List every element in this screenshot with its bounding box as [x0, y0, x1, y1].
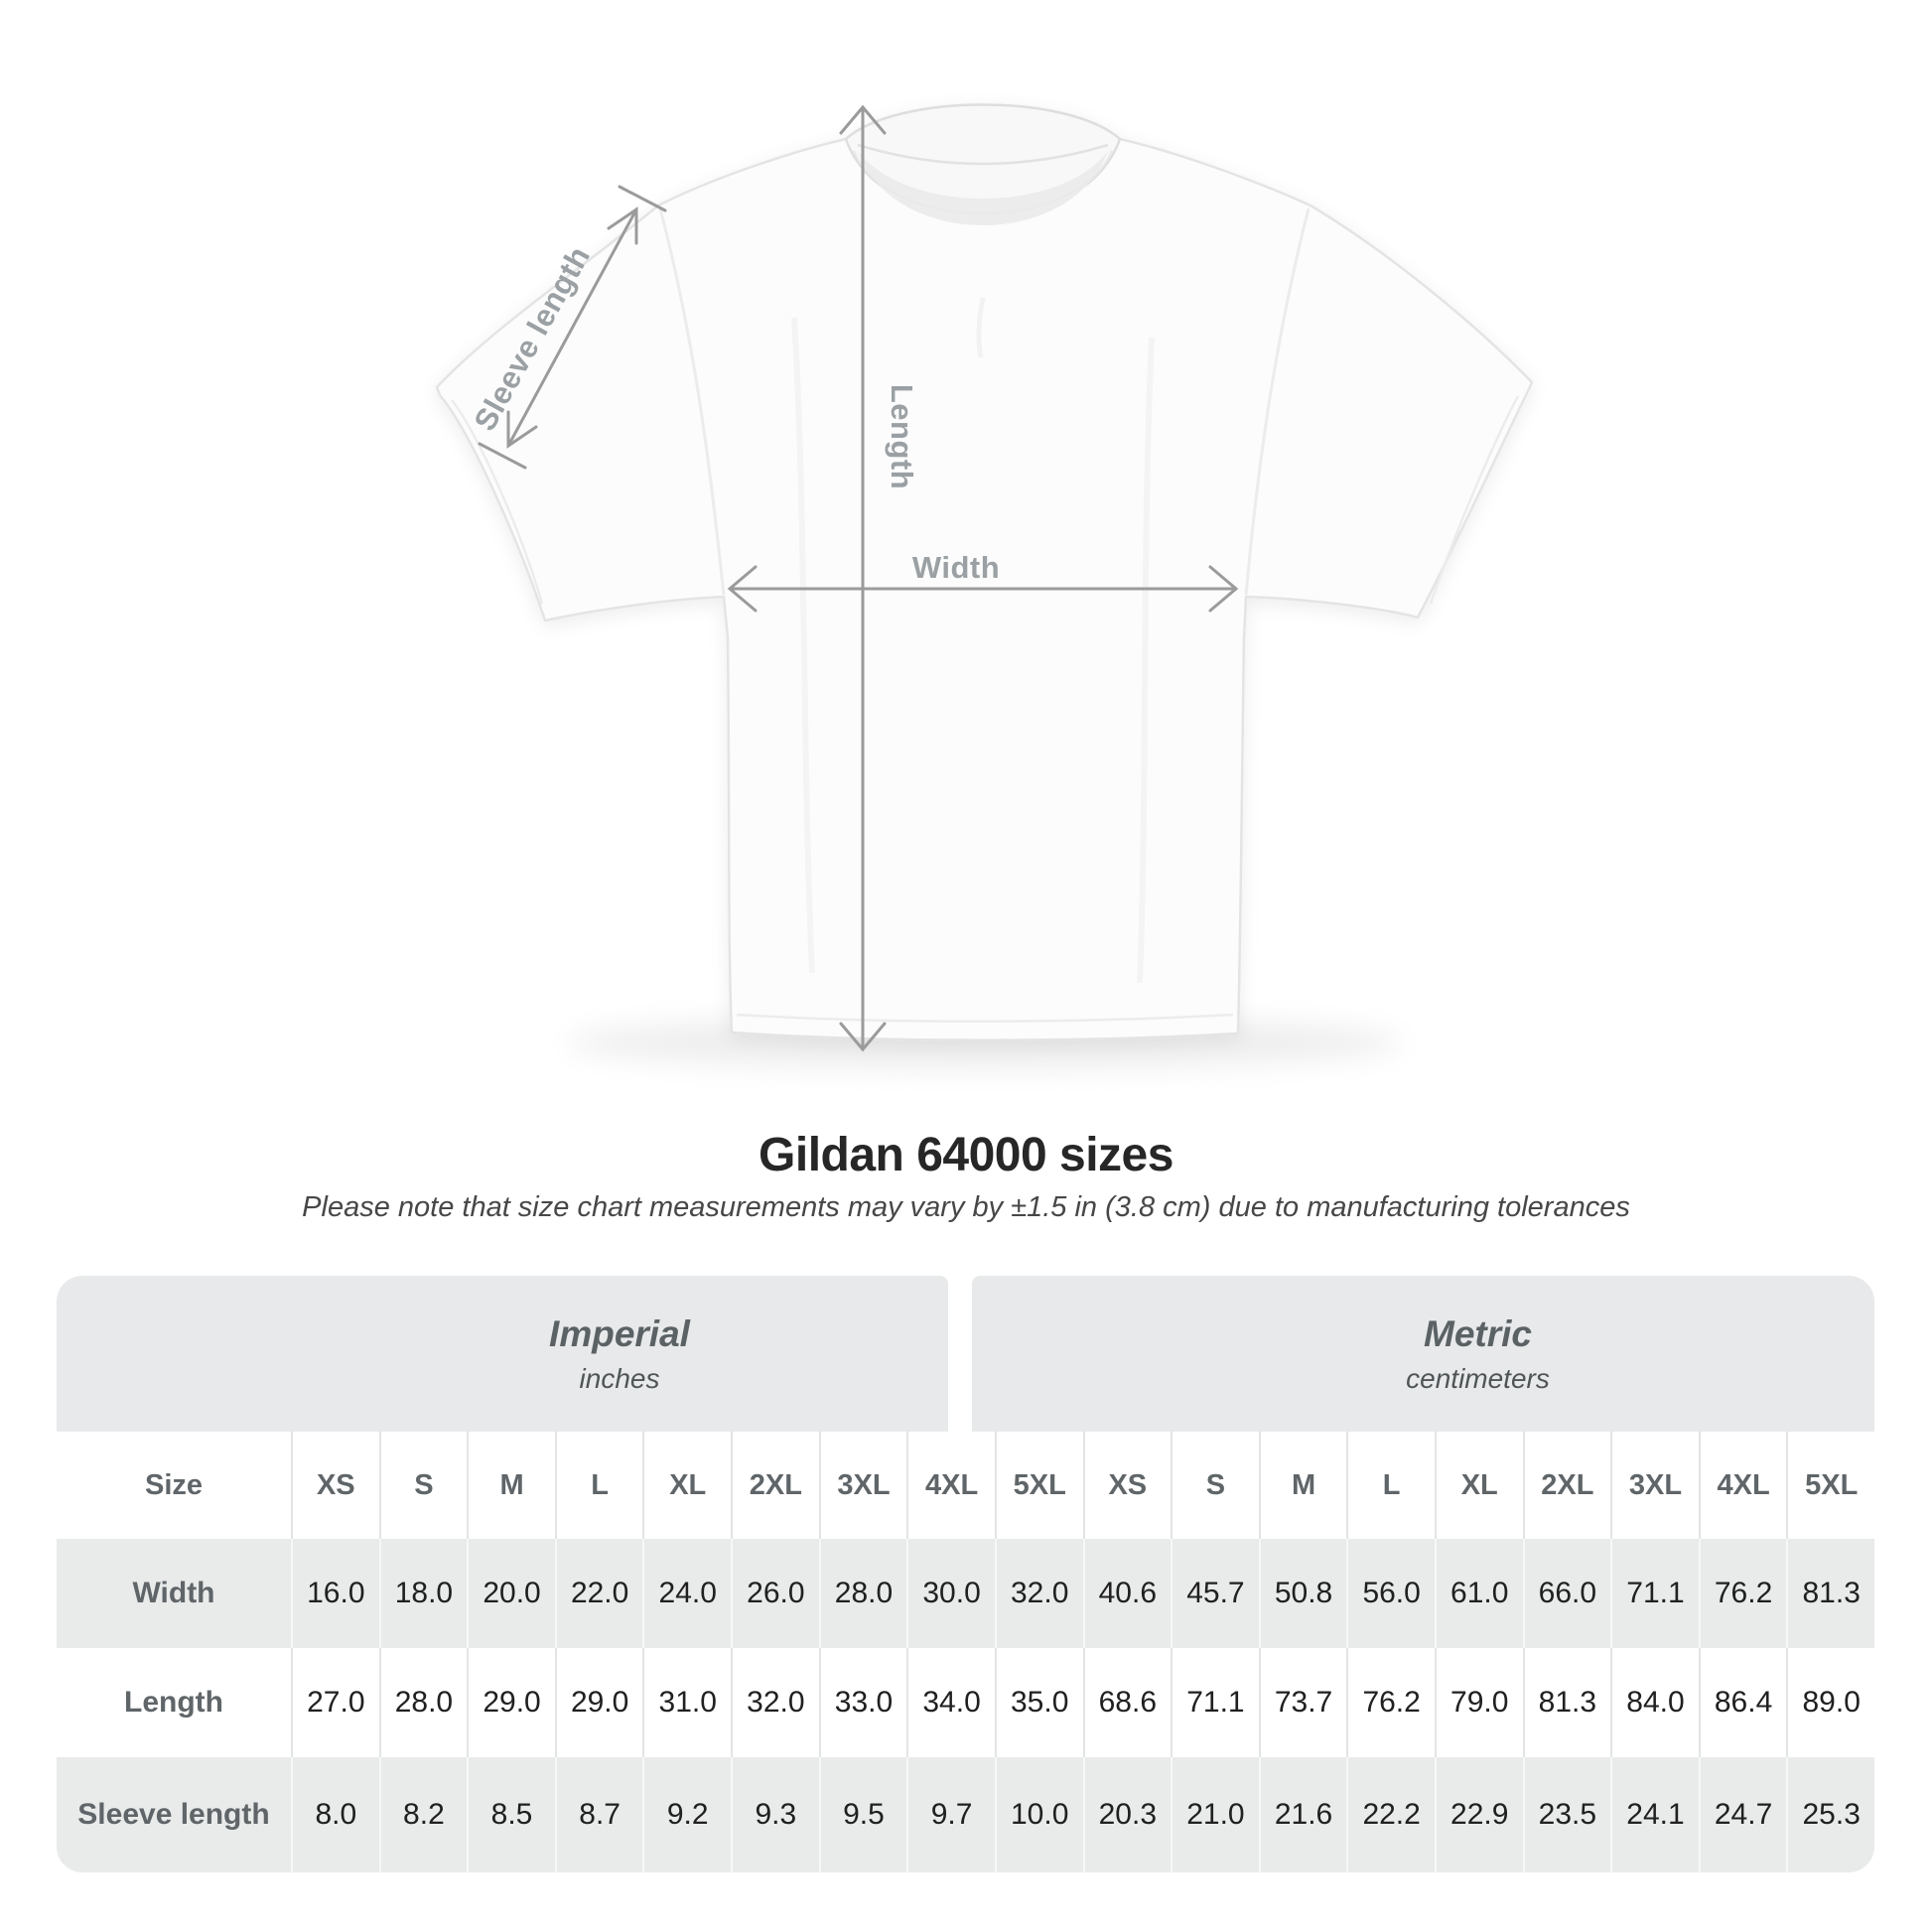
row-label: Width: [132, 1577, 215, 1609]
value-cell: 86.4: [1699, 1648, 1787, 1757]
sleeve-length-label: Sleeve length: [467, 240, 598, 437]
value-cell: 9.5: [819, 1757, 907, 1872]
value-cell: 28.0: [819, 1539, 907, 1648]
value-cell: 40.6: [1083, 1539, 1172, 1648]
size-header-metric-xs: XS: [1083, 1432, 1172, 1539]
size-header-imperial-m: M: [467, 1432, 555, 1539]
size-header-metric-l: L: [1346, 1432, 1435, 1539]
value-cell: 30.0: [906, 1539, 995, 1648]
value-cell: 32.0: [995, 1539, 1083, 1648]
metric-label: Metric: [1424, 1312, 1532, 1354]
value-cell: 24.7: [1699, 1757, 1787, 1872]
value-cell: 10.0: [995, 1757, 1083, 1872]
value-cell: 76.2: [1346, 1648, 1435, 1757]
value-cell: 71.1: [1171, 1648, 1259, 1757]
row-label: Length: [124, 1686, 223, 1719]
value-cell: 76.2: [1699, 1539, 1787, 1648]
value-cell: 21.0: [1171, 1757, 1259, 1872]
imperial-unit-label: inches: [579, 1362, 660, 1394]
value-cell: 89.0: [1786, 1648, 1874, 1757]
value-cell: 27.0: [291, 1648, 379, 1757]
imperial-label: Imperial: [549, 1312, 690, 1354]
value-cell: 71.1: [1610, 1539, 1699, 1648]
value-cell: 8.0: [291, 1757, 379, 1872]
value-cell: 8.2: [379, 1757, 468, 1872]
size-header-metric-2xl: 2XL: [1523, 1432, 1611, 1539]
value-cell: 22.2: [1346, 1757, 1435, 1872]
value-cell: 20.3: [1083, 1757, 1172, 1872]
row-label: Sleeve length: [77, 1798, 270, 1831]
size-header-imperial-l: L: [555, 1432, 643, 1539]
size-chart-table: [57, 1276, 1874, 1872]
value-cell: 26.0: [731, 1539, 819, 1648]
size-header-metric-xl: XL: [1435, 1432, 1523, 1539]
size-header-row: [57, 1432, 1874, 1539]
sleeve-length-row: [57, 1757, 1874, 1872]
value-cell: 25.3: [1786, 1757, 1874, 1872]
metric-unit-label: centimeters: [1406, 1362, 1550, 1394]
value-cell: 34.0: [906, 1648, 995, 1757]
value-cell: 31.0: [642, 1648, 731, 1757]
value-cell: 23.5: [1523, 1757, 1611, 1872]
value-cell: 29.0: [555, 1648, 643, 1757]
imperial-group-header: [291, 1276, 948, 1432]
size-header-imperial-xs: XS: [291, 1432, 379, 1539]
size-header-metric-m: M: [1259, 1432, 1347, 1539]
value-cell: 73.7: [1259, 1648, 1347, 1757]
value-cell: 33.0: [819, 1648, 907, 1757]
value-cell: 16.0: [291, 1539, 379, 1648]
value-cell: 68.6: [1083, 1648, 1172, 1757]
value-cell: 28.0: [379, 1648, 468, 1757]
metric-group-header: [1081, 1276, 1874, 1432]
value-cell: 50.8: [1259, 1539, 1347, 1648]
size-header-imperial-5xl: 5XL: [995, 1432, 1083, 1539]
length-row: [57, 1648, 1874, 1757]
value-cell: 9.2: [642, 1757, 731, 1872]
value-cell: 9.3: [731, 1757, 819, 1872]
size-header-imperial-3xl: 3XL: [819, 1432, 907, 1539]
value-cell: 20.0: [467, 1539, 555, 1648]
width-row: [57, 1539, 1874, 1648]
value-cell: 9.7: [906, 1757, 995, 1872]
value-cell: 61.0: [1435, 1539, 1523, 1648]
value-cell: 32.0: [731, 1648, 819, 1757]
width-label: Width: [911, 550, 1001, 585]
size-header-metric-5xl: 5XL: [1786, 1432, 1874, 1539]
value-cell: 24.0: [642, 1539, 731, 1648]
value-cell: 79.0: [1435, 1648, 1523, 1757]
size-header-metric-s: S: [1171, 1432, 1259, 1539]
page-title: Gildan 64000 sizes: [759, 1129, 1173, 1181]
value-cell: 84.0: [1610, 1648, 1699, 1757]
value-cell: 8.7: [555, 1757, 643, 1872]
size-column-header: Size: [144, 1468, 204, 1501]
value-cell: 45.7: [1171, 1539, 1259, 1648]
value-cell: 8.5: [467, 1757, 555, 1872]
value-cell: 56.0: [1346, 1539, 1435, 1648]
size-header-imperial-2xl: 2XL: [731, 1432, 819, 1539]
value-cell: 22.0: [555, 1539, 643, 1648]
size-header-imperial-s: S: [379, 1432, 468, 1539]
value-cell: 18.0: [379, 1539, 468, 1648]
size-header-imperial-xl: XL: [642, 1432, 731, 1539]
size-header-metric-3xl: 3XL: [1610, 1432, 1699, 1539]
value-cell: 22.9: [1435, 1757, 1523, 1872]
tolerance-note: Please note that size chart measurements may vary by ±1.5 in (3.8 cm) due to manufacturing tolerances: [302, 1191, 1630, 1223]
size-header-imperial-4xl: 4XL: [906, 1432, 995, 1539]
value-cell: 81.3: [1523, 1648, 1611, 1757]
value-cell: 29.0: [467, 1648, 555, 1757]
size-header-metric-4xl: 4XL: [1699, 1432, 1787, 1539]
length-label: Length: [885, 383, 919, 490]
value-cell: 21.6: [1259, 1757, 1347, 1872]
value-cell: 24.1: [1610, 1757, 1699, 1872]
value-cell: 81.3: [1786, 1539, 1874, 1648]
value-cell: 35.0: [995, 1648, 1083, 1757]
value-cell: 66.0: [1523, 1539, 1611, 1648]
